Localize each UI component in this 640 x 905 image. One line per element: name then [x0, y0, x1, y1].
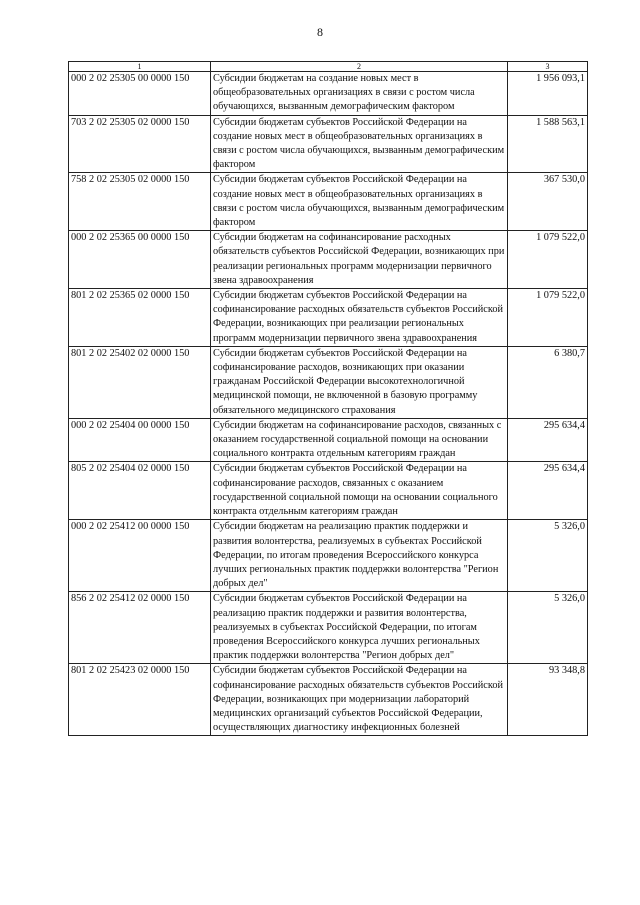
- budget-code: 801 2 02 25402 02 0000 150: [69, 346, 211, 418]
- item-amount: 295 634,4: [508, 418, 588, 462]
- item-amount: 1 079 522,0: [508, 289, 588, 347]
- table-row: [69, 346, 588, 418]
- table-row: [69, 462, 588, 520]
- budget-code: 000 2 02 25412 00 0000 150: [69, 520, 211, 592]
- item-amount: 5 326,0: [508, 592, 588, 664]
- item-description: Субсидии бюджетам на софинансирование расходов, связанных с оказанием государственной социальной помощи на основании социального контракта отдельным категориям граждан: [211, 418, 508, 462]
- table-row: [69, 115, 588, 173]
- table-row: [69, 231, 588, 289]
- budget-code: 801 2 02 25365 02 0000 150: [69, 289, 211, 347]
- item-amount: 367 530,0: [508, 173, 588, 231]
- budget-table: [68, 61, 588, 736]
- table-row: [69, 289, 588, 347]
- table-row: [69, 418, 588, 462]
- item-amount: 93 348,8: [508, 664, 588, 736]
- item-description: Субсидии бюджетам субъектов Российской Федерации на софинансирование расходов, связанных с оказанием государственной социальной помощи на основании социального контракта отдельным категориям граждан: [211, 462, 508, 520]
- column-header-3: 3: [508, 62, 588, 72]
- table-row: [69, 664, 588, 736]
- budget-code: 000 2 02 25404 00 0000 150: [69, 418, 211, 462]
- item-amount: 1 079 522,0: [508, 231, 588, 289]
- column-header-1: 1: [69, 62, 211, 72]
- budget-code: 805 2 02 25404 02 0000 150: [69, 462, 211, 520]
- table-row: [69, 72, 588, 116]
- table-header-row: [69, 62, 588, 72]
- budget-code: 000 2 02 25365 00 0000 150: [69, 231, 211, 289]
- item-description: Субсидии бюджетам на софинансирование расходных обязательств субъектов Российской Федерации, возникающих при реализации региональных программ модернизации первичного звена здравоохранения: [211, 231, 508, 289]
- table-row: [69, 520, 588, 592]
- item-description: Субсидии бюджетам субъектов Российской Федерации на создание новых мест в общеобразовательных организациях в связи с ростом числа обучающихся, вызванным демографическим фактором: [211, 173, 508, 231]
- item-amount: 295 634,4: [508, 462, 588, 520]
- item-description: Субсидии бюджетам на реализацию практик поддержки и развития волонтерства, реализуемых в субъектах Российской Федерации, по итогам проведения Всероссийского конкурса лучших региональных практик поддержки волонтерства "Регион добрых дел": [211, 520, 508, 592]
- column-header-2: 2: [211, 62, 508, 72]
- table-row: [69, 592, 588, 664]
- budget-code: 758 2 02 25305 02 0000 150: [69, 173, 211, 231]
- item-description: Субсидии бюджетам субъектов Российской Федерации на софинансирование расходных обязательств субъектов Российской Федерации, возникающих при реализации региональных программ модернизации первичного звена здравоохранения: [211, 289, 508, 347]
- item-description: Субсидии бюджетам субъектов Российской Федерации на реализацию практик поддержки и развития волонтерства, реализуемых в субъектах Российской Федерации, по итогам проведения Всероссийского конкурса лучших региональных практик поддержки волонтерства "Регион добрых дел": [211, 592, 508, 664]
- table-row: [69, 173, 588, 231]
- item-amount: 1 588 563,1: [508, 115, 588, 173]
- item-description: Субсидии бюджетам субъектов Российской Федерации на софинансирование расходов, возникающих при оказании гражданам Российской Федерации высокотехнологичной медицинской помощи, не включенной в базовую программу обязательного медицинского страхования: [211, 346, 508, 418]
- budget-code: 856 2 02 25412 02 0000 150: [69, 592, 211, 664]
- item-amount: 6 380,7: [508, 346, 588, 418]
- item-description: Субсидии бюджетам субъектов Российской Федерации на создание новых мест в общеобразовательных организациях в связи с ростом числа обучающихся, вызванным демографическим фактором: [211, 115, 508, 173]
- page-number: 8: [317, 25, 323, 39]
- budget-code: 000 2 02 25305 00 0000 150: [69, 72, 211, 116]
- budget-code: 703 2 02 25305 02 0000 150: [69, 115, 211, 173]
- item-description: Субсидии бюджетам на создание новых мест в общеобразовательных организациях в связи с ростом числа обучающихся, вызванным демографическим фактором: [211, 72, 508, 116]
- item-amount: 1 956 093,1: [508, 72, 588, 116]
- budget-code: 801 2 02 25423 02 0000 150: [69, 664, 211, 736]
- item-amount: 5 326,0: [508, 520, 588, 592]
- item-description: Субсидии бюджетам субъектов Российской Федерации на софинансирование расходных обязательств субъектов Российской Федерации, возникающих при модернизации лабораторий медицинских организаций субъектов Российской Федерации, осуществляющих диагностику инфекционных болезней: [211, 664, 508, 736]
